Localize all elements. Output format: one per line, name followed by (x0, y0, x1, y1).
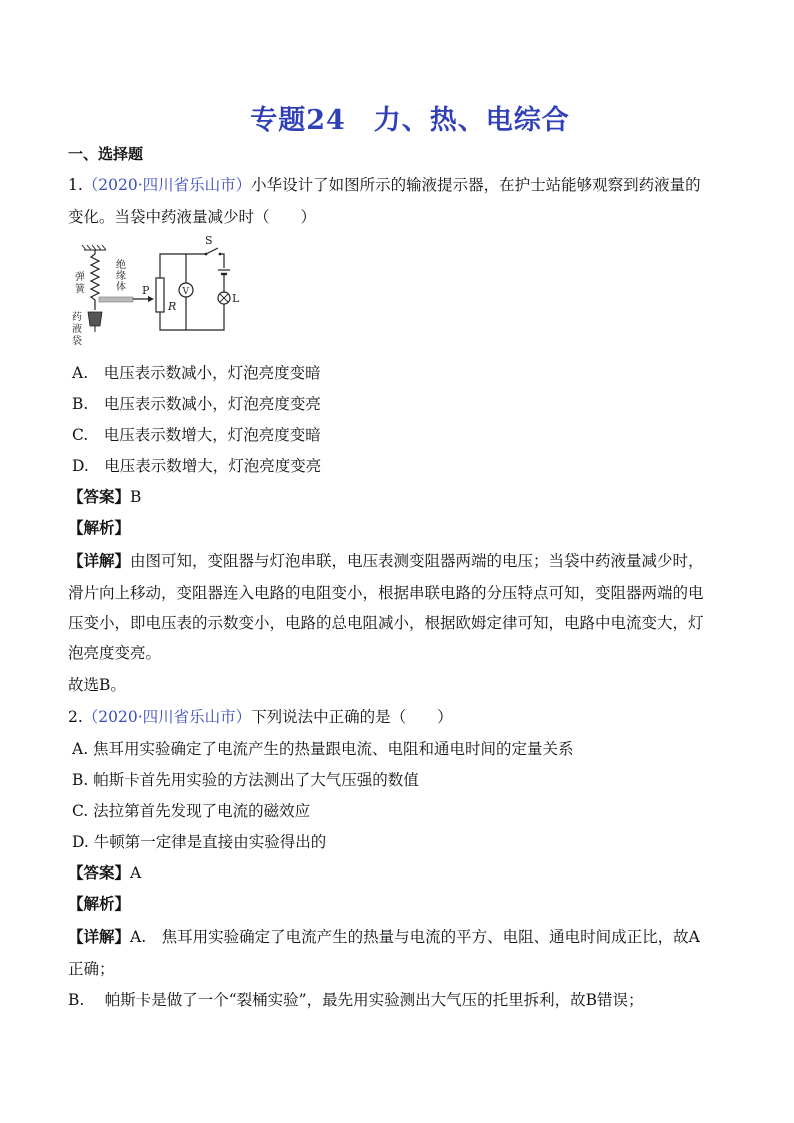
q2-option-a: A. 焦耳用实验确定了电流产生的热量跟电流、电阻和通电时间的定量关系 (72, 740, 574, 758)
q2-answer-tag: 【答案】 (68, 864, 131, 882)
q1-answer-tag: 【答案】 (68, 488, 131, 506)
q1-option-b: B. 电压表示数减小，灯泡亮度变亮 (72, 395, 321, 413)
q1-detail-line-4: 泡亮度变亮。 (68, 644, 162, 662)
q1-option-c: C. 电压表示数增大，灯泡亮度变暗 (72, 426, 321, 444)
q1-stem-line-2: 变化。当袋中药液量减少时（ ） (68, 208, 317, 226)
medicine-bag (88, 312, 102, 326)
label-insulator-3: 体 (116, 282, 126, 293)
label-spring-2: 簧 (75, 284, 85, 295)
q2-detail-a-line-2: 正确； (68, 960, 115, 978)
q2-stem-text: 下列说法中正确的是（ ） (251, 708, 453, 726)
q2-answer-value: A (130, 864, 142, 882)
label-bag-3: 袋 (72, 336, 82, 347)
q1-answer (68, 485, 141, 507)
q1-detail-line-1: 【详解】由图可知，变阻器与灯泡串联，电压表测变阻器两端的电压；当袋中药液量减少时， (68, 552, 704, 570)
q1-stem-line-1 (68, 173, 701, 195)
switch-s (206, 248, 218, 254)
label-bag-2: 液 (72, 324, 82, 335)
infusion-circuit-diagram (68, 234, 244, 350)
q1-detail-tag: 【详解】 (68, 552, 131, 570)
q1-detail-line-2: 滑片向上移动，变阻器连入电路的电阻变小，根据串联电路的分压特点可知，变阻器两端的电 (68, 584, 704, 602)
spring (91, 250, 99, 304)
label-v: V (182, 287, 189, 297)
rheostat-r (156, 278, 164, 312)
q1-stem-a: 小华设计了如图所示的输液提示器，在护士站能够观察到药液量的 (251, 176, 701, 194)
page-title: 专题24 力、热、电综合 (250, 105, 570, 136)
q2-source: （2020·四川省乐山市） (82, 708, 252, 726)
label-l: L (232, 292, 240, 305)
q2-option-b: B. 帕斯卡首先用实验的方法测出了大气压强的数值 (72, 771, 419, 789)
q2-option-d: D. 牛顿第一定律是直接由实验得出的 (72, 833, 327, 851)
q1-option-d: D. 电压表示数增大，灯泡亮度变亮 (72, 457, 322, 475)
q2-stem (68, 705, 453, 727)
label-p: P (142, 284, 150, 297)
q1-conclusion: 故选B。 (68, 676, 126, 694)
q1-source: （2020·四川省乐山市） (82, 176, 252, 194)
q2-detail-tag: 【详解】 (68, 928, 131, 946)
q2-analysis-tag: 【解析】 (68, 895, 131, 913)
q1-answer-value: B (130, 488, 142, 506)
q2-answer (68, 861, 141, 883)
q2-detail-a-line-1: 【详解】A. 焦耳用实验确定了电流产生的热量与电流的平方、电阻、通电时间成正比，故A (68, 928, 700, 946)
q2-number: 2. (68, 708, 83, 726)
label-s: S (205, 234, 213, 247)
q2-option-c: C. 法拉第首先发现了电流的磁效应 (72, 802, 311, 820)
q2-detail-b: B. 帕斯卡是做了一个“裂桶实验”，最先用实验测出大气压的托里拆利，故B错误； (68, 991, 644, 1009)
label-bag-1: 药 (72, 312, 82, 323)
q1-analysis-tag: 【解析】 (68, 519, 131, 537)
label-insulator-2: 缘 (116, 271, 126, 282)
label-insulator-1: 绝 (116, 260, 126, 271)
q1-number: 1. (68, 176, 83, 194)
q1-option-a: A. 电压表示数减小，灯泡亮度变暗 (72, 364, 321, 382)
label-r: R (168, 300, 177, 313)
q1-detail-line-3: 压变小，即电压表的示数变小，电路的总电阻减小，根据欧姆定律可知，电路中电流变大，灯 (68, 614, 704, 632)
label-spring-1: 弹 (75, 272, 85, 283)
ceiling-support (82, 245, 106, 250)
insulator-bar (99, 297, 133, 302)
section-heading: 一、选择题 (68, 145, 144, 163)
